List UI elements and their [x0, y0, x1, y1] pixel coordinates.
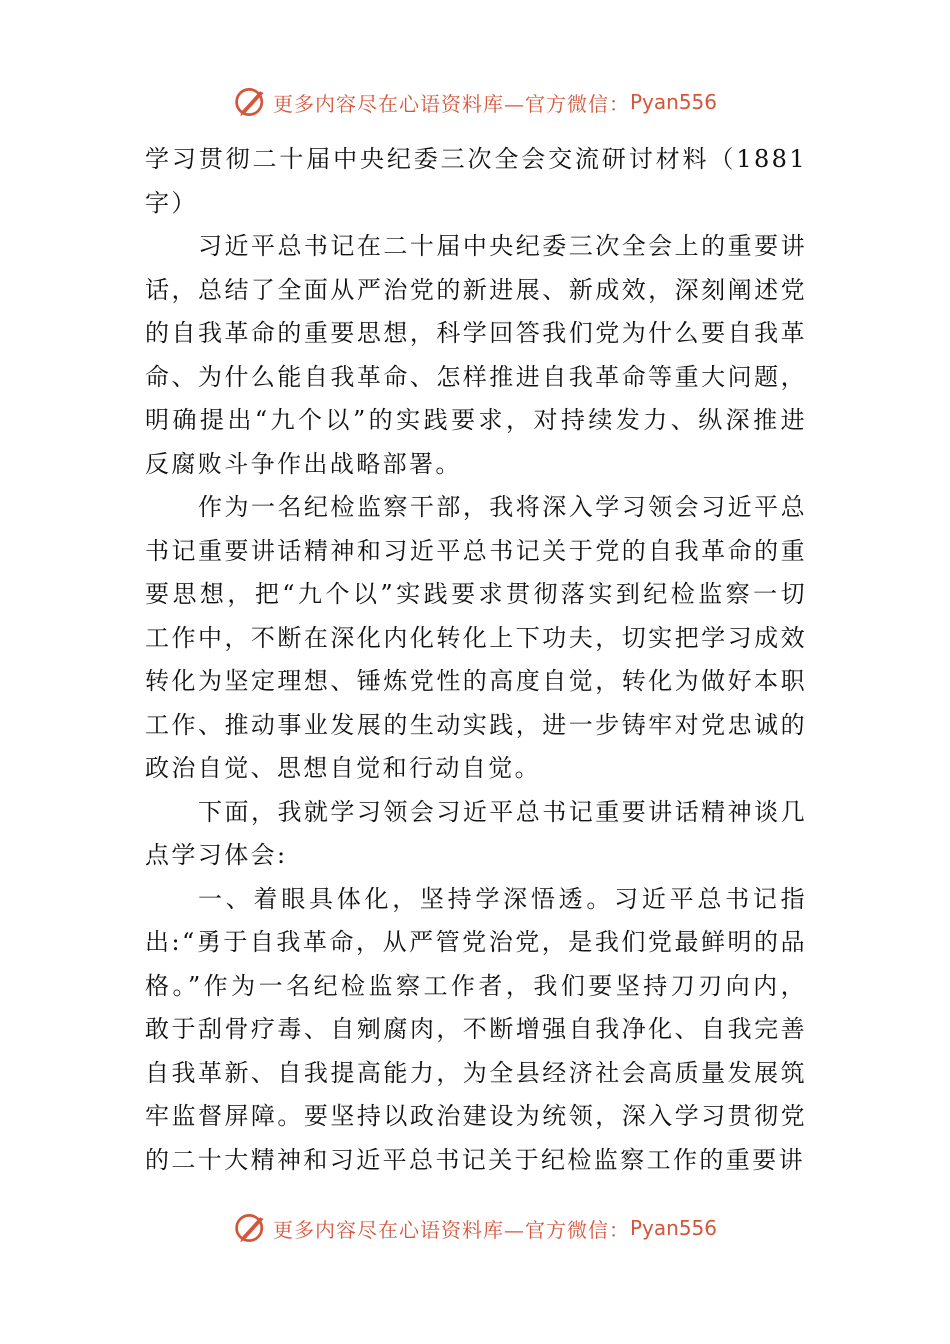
- pen-logo-icon: [233, 1210, 269, 1246]
- footer-watermark-banner: [0, 1208, 950, 1248]
- banner-account: Pyan556: [629, 1216, 717, 1240]
- banner-text: 更多内容尽在心语资料库—官方微信：: [272, 1217, 630, 1242]
- header-watermark-banner: [0, 82, 950, 122]
- banner-text: 更多内容尽在心语资料库—官方微信：: [272, 91, 630, 116]
- paragraph-2: 作为一名纪检监察干部，我将深入学习领会习近平总书记重要讲话精神和习近平总书记关于党的自我革命的重要思想，把“九个以”实践要求贯彻落实到纪检监察一切工作中，不断在深化内化转化上下功夫，切实把学习成效转化为坚定理想、锤炼党性的高度自觉，转化为做好本职工作、推动事业发展的生动实践，进一步铸牢对党忠诚的政治自觉、思想自觉和行动自觉。: [145, 493, 807, 782]
- document-body: [145, 138, 807, 1182]
- paragraph-3: 下面，我就学习领会习近平总书记重要讲话精神谈几点学习体会:: [145, 797, 807, 869]
- paragraph-4: 一、着眼具体化，坚持学深悟透。习近平总书记指出:“勇于自我革命，从严管党治党，是我们党最鲜明的品格。”作为一名纪检监察工作者，我们要坚持刀刃向内，敢于刮骨疗毒、自剜腐肉，不断增强自我净化、自我完善自我革新、自我提高能力，为全县经济社会高质量发展筑牢监督屏障。要坚持以政治建设为统领，深入学习贯彻党的二十大精神和习近平总书记关于纪检监察工作的重要讲: [145, 884, 807, 1174]
- pen-logo-icon: [233, 84, 269, 120]
- banner-account: Pyan556: [629, 90, 717, 114]
- document-title: 学习贯彻二十届中央纪委三次全会交流研讨材料（1881字）: [145, 145, 807, 217]
- paragraph-1: 习近平总书记在二十届中央纪委三次全会上的重要讲话，总结了全面从严治党的新进展、新成效，深刻阐述党的自我革命的重要思想，科学回答我们党为什么要自我革命、为什么能自我革命、怎样推进自我革命等重大问题，明确提出“九个以”的实践要求，对持续发力、纵深推进反腐败斗争作出战略部署。: [145, 232, 807, 478]
